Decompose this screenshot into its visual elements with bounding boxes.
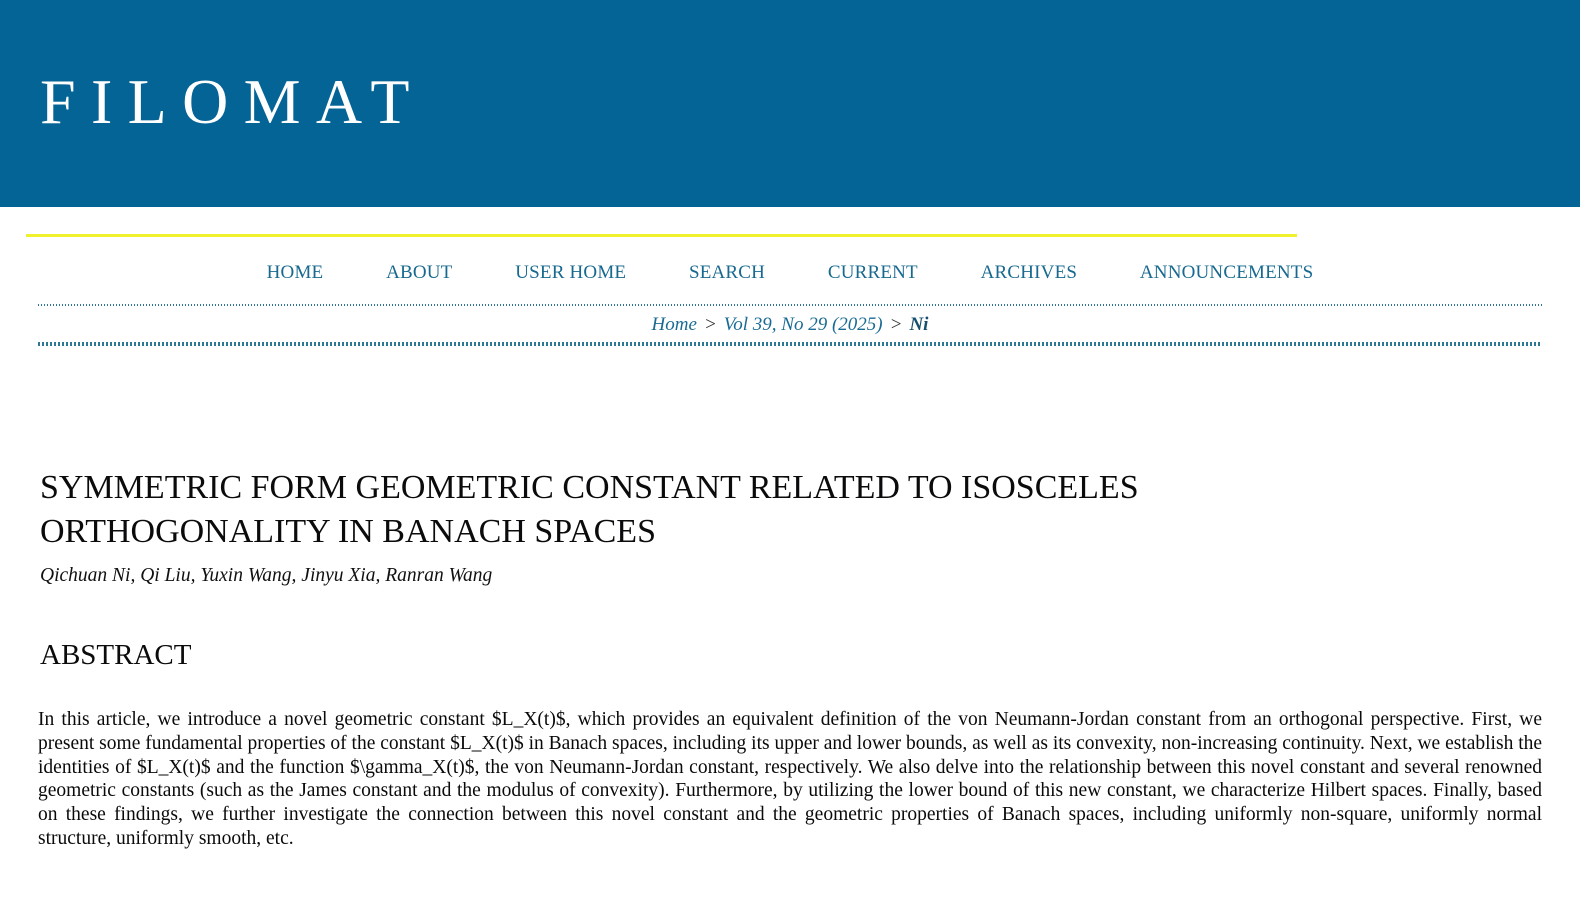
masthead-banner bbox=[0, 0, 1580, 207]
breadcrumb-link-issue[interactable]: Vol 39, No 29 (2025) bbox=[723, 314, 883, 335]
nav-item-search[interactable]: SEARCH bbox=[688, 262, 766, 283]
primary-nav bbox=[0, 258, 1580, 288]
breadcrumb-separator: > bbox=[889, 314, 903, 335]
breadcrumb-separator: > bbox=[703, 314, 717, 335]
article-title: SYMMETRIC FORM GEOMETRIC CONSTANT RELATED TO ISOSCELES ORTHOGONALITY IN BANACH SPACES bbox=[40, 469, 1139, 550]
nav-item-announcements[interactable]: ANNOUNCEMENTS bbox=[1139, 262, 1314, 283]
nav-item-about[interactable]: ABOUT bbox=[386, 262, 453, 283]
breadcrumb-link-home[interactable]: Home bbox=[651, 314, 697, 335]
breadcrumb-current-page: Ni bbox=[909, 314, 929, 335]
article-authors: Qichuan Ni, Qi Liu, Yuxin Wang, Jinyu Xia, Ranran Wang bbox=[40, 565, 493, 586]
dotted-divider-top bbox=[38, 304, 1542, 306]
nav-item-user-home[interactable]: USER HOME bbox=[515, 262, 627, 283]
yellow-rule bbox=[26, 234, 1297, 237]
journal-logo: FILOMAT bbox=[40, 66, 425, 137]
abstract-text: In this article, we introduce a novel geometric constant $L_X(t)$, which provides an equivalent definition of the von Neumann-Jordan constant from an orthogonal perspective. First, we present some fundamental properties of the constant $L_X(t)$ in Banach spaces, including its upper and lower bounds, as well as its convexity, non-increasing continuity. Next, we establish the identities of $L_X(t)$ and the function $\gamma_X(t)$, the von Neumann-Jordan constant, respectively. We also delve into the relationship between this novel constant and several renowned geometric constants (such as the James constant and the modulus of convexity). Furthermore, by utilizing the lower bound of this new constant, we characterize Hilbert spaces. Finally, based on these findings, we further investigate the connection between this novel constant and the geometric properties of Banach spaces, including uniformly non-square, uniformly normal structure, uniformly smooth, etc. bbox=[38, 709, 1543, 849]
nav-item-home[interactable]: HOME bbox=[266, 262, 324, 283]
abstract-heading: ABSTRACT bbox=[40, 639, 192, 671]
nav-item-current[interactable]: CURRENT bbox=[827, 262, 918, 283]
breadcrumb bbox=[0, 313, 1580, 337]
nav-item-archives[interactable]: ARCHIVES bbox=[980, 262, 1078, 283]
dotted-divider-bottom bbox=[38, 342, 1542, 346]
